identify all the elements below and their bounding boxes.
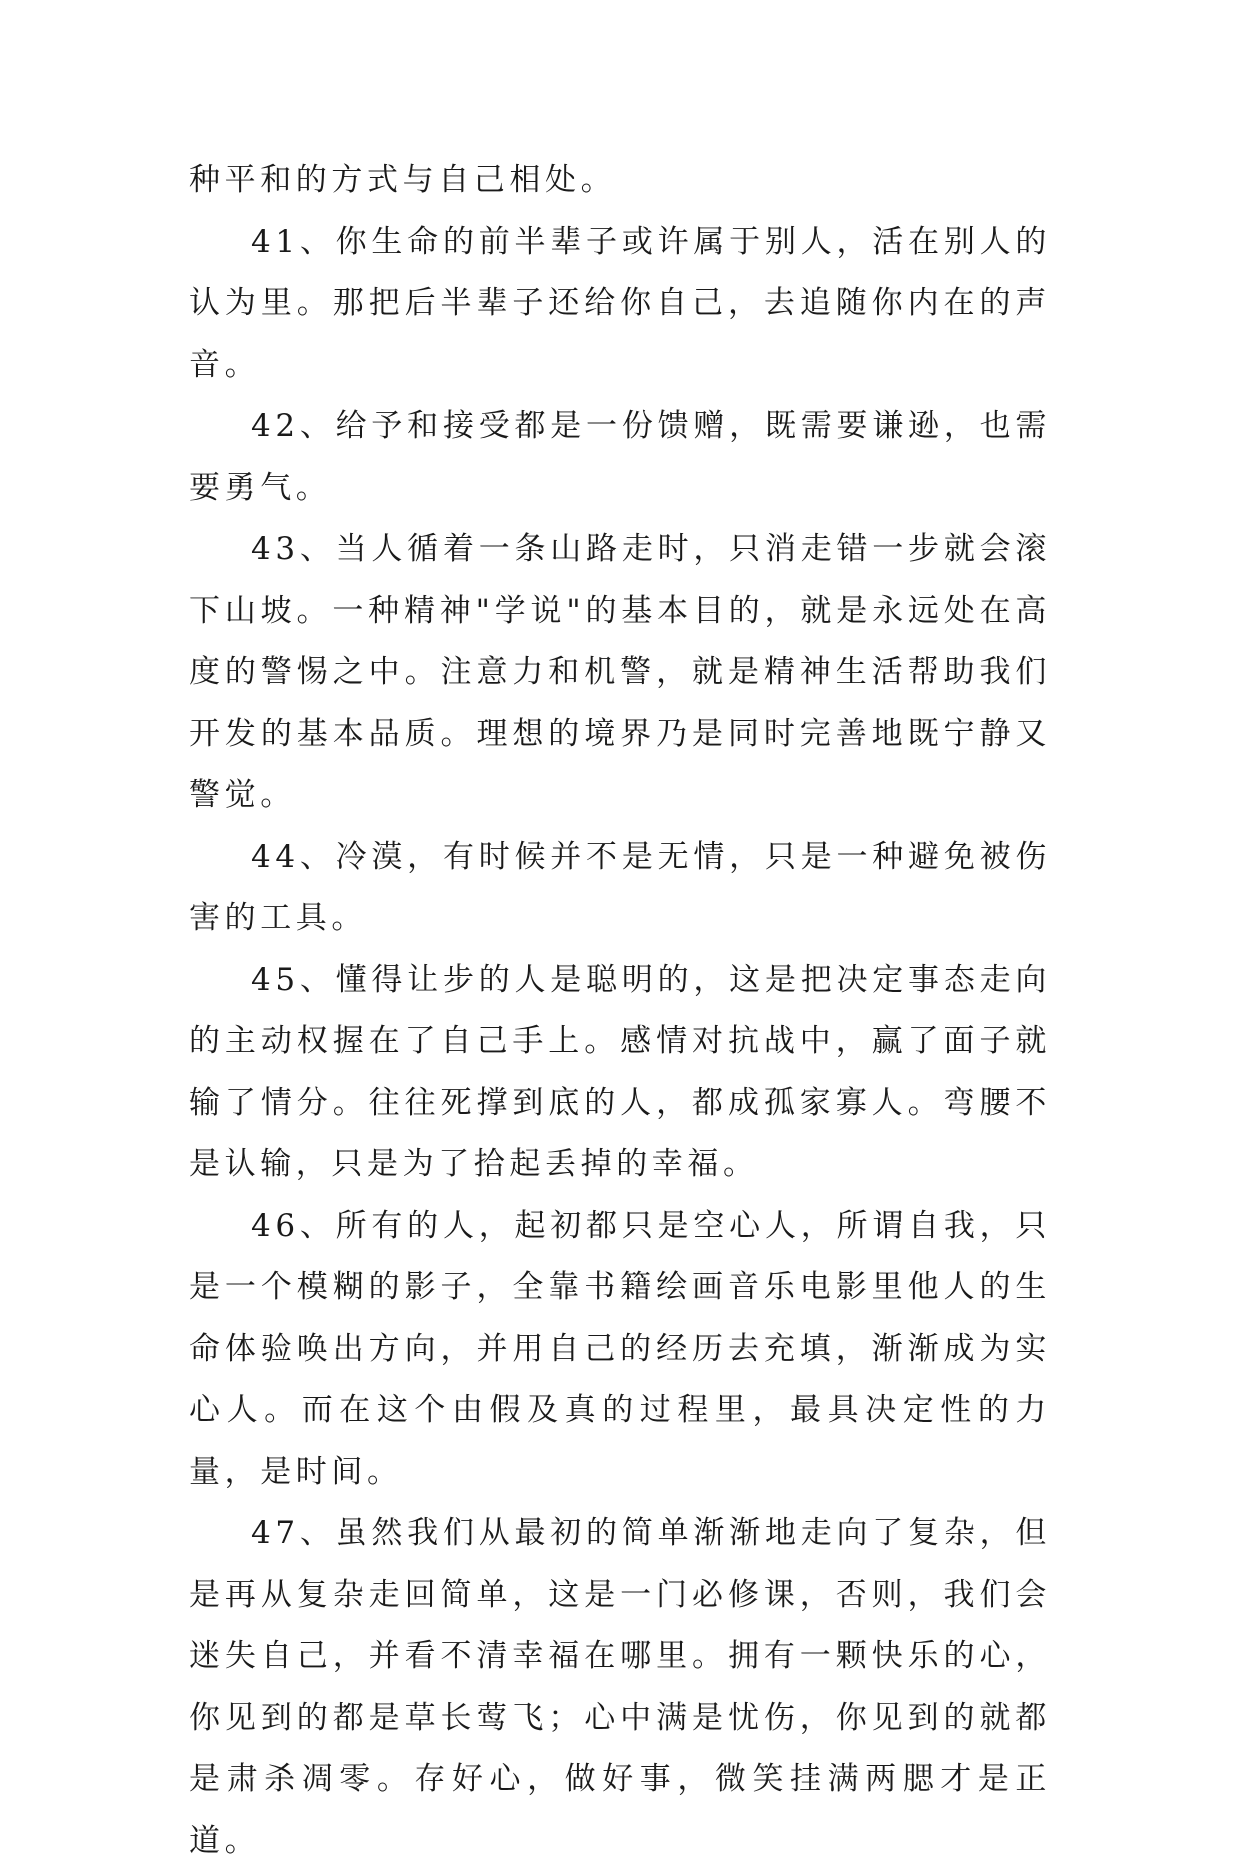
paragraph-42: 42、给予和接受都是一份馈赠，既需要谦逊，也需要勇气。 [189,408,1051,506]
paragraph-43: 43、当人循着一条山路走时，只消走错一步就会滚下山坡。一种精神"学说"的基本目的，就是永远处在高度的警惕之中。注意力和机警，就是精神生活帮助我们开发的基本品质。理想的境界乃是同时完善地既宁静又警觉。 [189,531,1051,813]
paragraph-45: 45、懂得让步的人是聪明的，这是把决定事态走向的主动权握在了自己手上。感情对抗战中，赢了面子就输了情分。往往死撑到底的人，都成孤家寡人。弯腰不是认输，只是为了拾起丢掉的幸福。 [189,961,1051,1182]
document-body [189,150,1051,1872]
paragraph-continued: 种平和的方式与自己相处。 [189,162,617,198]
paragraph-46: 46、所有的人，起初都只是空心人，所谓自我，只是一个模糊的影子，全靠书籍绘画音乐电影里他人的生命体验唤出方向，并用自己的经历去充填，渐渐成为实心人。而在这个由假及真的过程里，最具决定性的力量，是时间。 [189,1207,1051,1490]
paragraph-41: 41、你生命的前半辈子或许属于别人，活在别人的认为里。那把后半辈子还给你自己，去追随你内在的声音。 [189,223,1051,383]
paragraph-44: 44、冷漠，有时候并不是无情，只是一种避免被伤害的工具。 [189,838,1051,936]
paragraph-47: 47、虽然我们从最初的简单渐渐地走向了复杂，但是再从复杂走回简单，这是一门必修课，否则，我们会迷失自己，并看不清幸福在哪里。拥有一颗快乐的心，你见到的都是草长莺飞；心中满是忧伤，你见到的就都是肃杀凋零。存好心，做好事，微笑挂满两腮才是正道。 [189,1515,1051,1859]
